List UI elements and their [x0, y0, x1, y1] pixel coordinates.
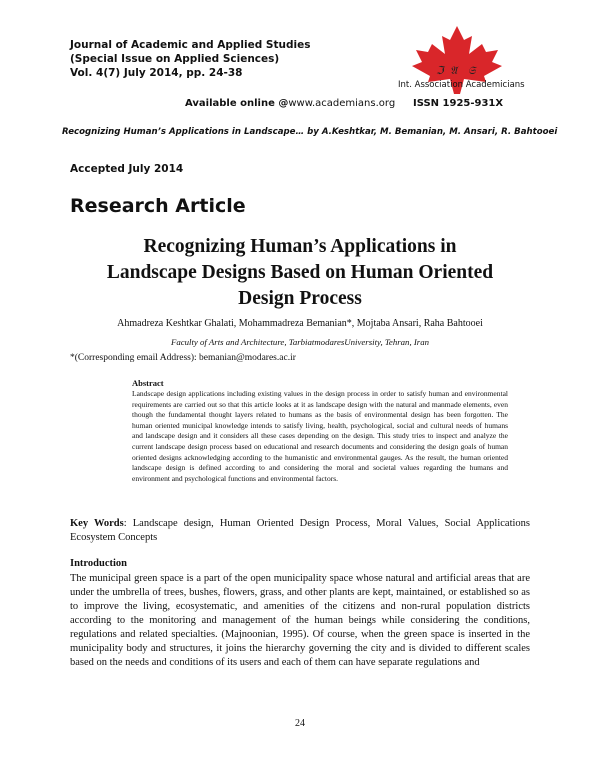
abstract-text: Landscape design applications including existing values in the design process in order to satisfy human and environmental requirements are carried out so that this article looks at it as landscape design with the natural and manmade elements, even though the fundamental thought layers related to humans as the basis of environmental design has been forgotten. The human oriented municipal knowledge intends to satisfy living, health, psychological, social and cultural needs of humans and landscape design and it considers all these cases depending on the design. This study tries to inspect and analyze the current landscape design process based on educational and research documents and considering the design goals of human oriented designs acknowledging according to the humanistic and environmental gauges. As the result, the human oriented landscape design is defined according to and considering the moral and societal values regarding the humans and environment and psychological functions and environmental factors. [132, 389, 508, 483]
article-title [70, 234, 530, 312]
journal-url[interactable]: www.academians.org [288, 98, 396, 109]
journal-name: Journal of Academic and Applied Studies [70, 39, 311, 51]
available-label: Available online @ [185, 98, 289, 109]
journal-issue-note: (Special Issue on Applied Sciences) [70, 53, 280, 65]
page-number: 24 [295, 718, 305, 729]
title-line: Landscape Designs Based on Human Oriented [106, 262, 494, 283]
article-type: Research Article [70, 195, 246, 217]
keywords [70, 517, 530, 544]
affiliation: Faculty of Arts and Architecture, TarbiatmodaresUniversity, Tehran, Iran [170, 337, 430, 347]
abstract-heading: Abstract [132, 378, 164, 388]
title-line: Recognizing Human’s Applications in [143, 236, 457, 257]
journal-info [70, 38, 310, 80]
logo-label: Int. Association Academicians [398, 80, 525, 90]
issn: ISSN 1925-931X [413, 98, 504, 109]
availability-line [185, 98, 395, 109]
journal-volume: Vol. 4(7) July 2014, pp. 24-38 [70, 67, 243, 79]
keywords-text: : Landscape design, Human Oriented Design Process, Moral Values, Social Applications Ecosystem Concepts [70, 518, 530, 543]
keywords-label: Key Words [70, 518, 124, 529]
authors: Ahmadreza Keshtkar Ghalati, Mohammadreza Bemanian*, Mojtaba Ansari, Raha Bahtooei [117, 318, 483, 329]
introduction-heading: Introduction [70, 558, 127, 569]
svg-text:𝔄: 𝔄 [450, 64, 458, 77]
accepted-date: Accepted July 2014 [70, 163, 184, 175]
svg-text:𝔖: 𝔖 [468, 64, 476, 77]
running-head: Recognizing Human’s Applications in Landscape… by A.Keshtkar, M. Bemanian, M. Ansari, R. Bahtooei [62, 127, 558, 137]
introduction-text: The municipal green space is a part of the open municipality space whose natural and artificial areas that are under the umbrella of trees, bushes, flowers, grass, and other plants are kept, maintained, or established so as to improve the living, ecosystematic, and amenities of the citizens and non-rural population districts according to the monitoring and management of the human beings while considering the conditions, regulations and related specialties. (Majnoonian, 1995). Of course, when the green space is inserted in the municipality body and structures, it joins the hierarchy governing the city and is divided to different scales based on the needs and conditions of its users and each of them can have separate regulations and [70, 573, 530, 668]
svg-text:ℑ: ℑ [436, 64, 444, 77]
title-line: Design Process [238, 288, 362, 309]
corresponding-email: *(Corresponding email Address): bemanian@modares.ac.ir [70, 353, 296, 363]
